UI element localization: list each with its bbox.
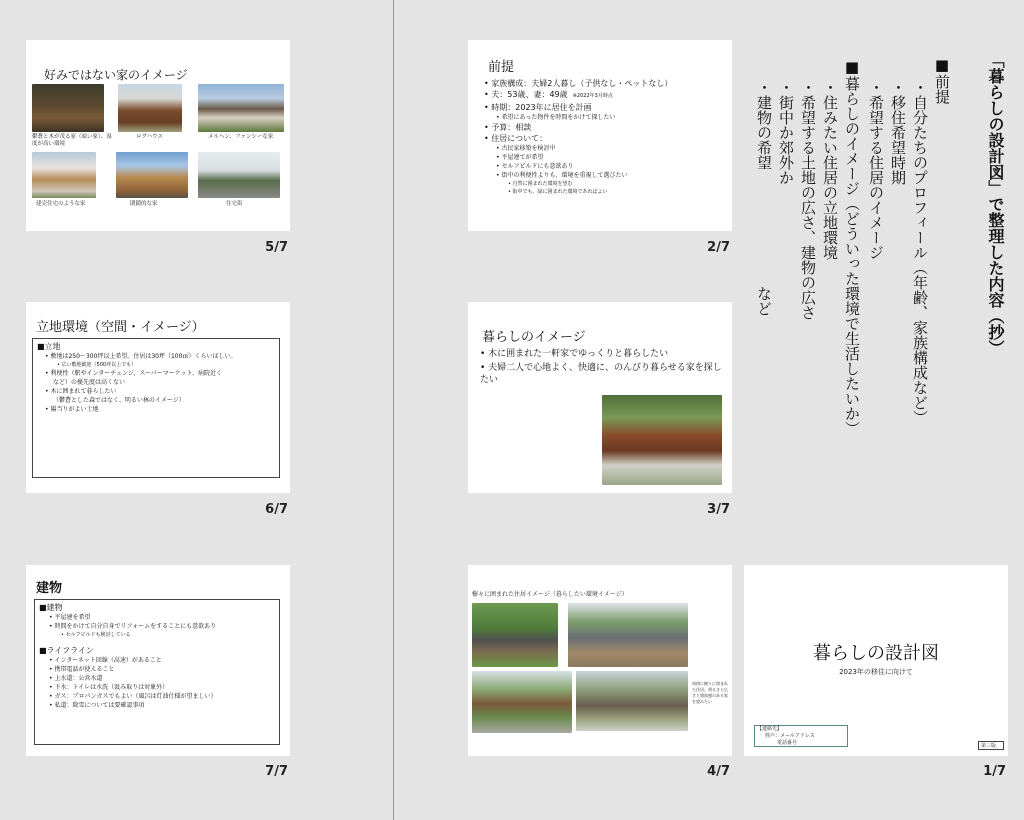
caption: ログハウス <box>136 134 164 140</box>
slide-4[interactable] <box>468 565 732 756</box>
vertical-item: ・希望する住居のイメージ <box>867 80 885 260</box>
page-number: 2/7 <box>707 240 730 255</box>
caption: 建売住宅のような家 <box>36 201 86 207</box>
vertical-item: ・移住希望時期 <box>889 80 907 185</box>
page-number: 1/7 <box>983 764 1006 779</box>
bullet-item: • 陽当りがよい土地 <box>45 406 99 413</box>
contact-box <box>754 725 848 747</box>
photo-house-3 <box>472 671 572 733</box>
bullet-item: • 夫：53歳、妻：49歳 ※2022年3月時点 <box>484 90 613 99</box>
sub-bullet: • 平屋建てが希望 <box>496 154 544 161</box>
photo-ready-built-house <box>32 152 96 198</box>
slide-1[interactable] <box>744 565 1008 756</box>
slide-title: 暮らしの設計図 <box>813 643 939 664</box>
bullet-item: • 夫婦二人で心地よく、快適に、のんびり暮らせる家を探したい <box>480 363 722 385</box>
content-box <box>32 338 280 478</box>
section-heading: ■ライフライン <box>39 646 94 655</box>
photo-closed-house <box>116 152 188 198</box>
slide-title: 樹々に囲まれた住居イメージ（暮らしたい環境イメージ） <box>472 591 628 598</box>
page-number: 6/7 <box>265 502 288 517</box>
center-divider <box>393 0 394 820</box>
sub-sub-bullet: • 自然に囲まれた環境を望む <box>508 181 573 187</box>
slide-title: 暮らしのイメージ <box>482 330 586 345</box>
slide-title: 好みではない家のイメージ <box>44 68 188 82</box>
photo-house-1 <box>472 603 558 667</box>
bullet-item: • 利便性（駅やインターチェンジ、スーパーマーケット、病院近く <box>45 370 222 377</box>
slide-6[interactable] <box>26 302 290 493</box>
vertical-item: ・建物の希望 <box>755 80 773 170</box>
photo-residential-street <box>198 152 280 198</box>
sub-bullet: • 広い敷地歓迎（500坪以上でも） <box>57 362 137 368</box>
slide-subtitle: 2023年の移住に向けて <box>839 668 913 676</box>
bullet-item: • 木に囲まれた一軒家でゆっくりと暮らしたい <box>480 349 669 359</box>
vertical-heading: 「暮らしの設計図」で整理した内容（抄） <box>986 52 1005 356</box>
sub-bullet: • 街中の利便性よりも、環境を重視して選びたい <box>496 172 628 179</box>
bullet-item: • 予算：相談 <box>484 123 532 132</box>
slide-title: 建物 <box>36 581 63 596</box>
sub-bullet: • 古民家移築を検討中 <box>496 145 556 152</box>
caption: 閉鎖的な家 <box>130 201 158 207</box>
bullet-item: • 下水：トイレは水洗（汲み取りは対象外） <box>49 684 169 691</box>
bullet-item: • 家族構成：夫婦2人暮し（子供なし・ペットなし） <box>484 79 673 88</box>
caption: メルヘン、ファンシーな家 <box>208 134 274 140</box>
photo-log-house <box>118 84 182 132</box>
bullet-item: • インターネット回線（高速）があること <box>49 657 162 664</box>
slide-3[interactable] <box>468 302 732 493</box>
vertical-item: ・希望する土地の広さ、建物の広さ <box>799 80 817 320</box>
slide-title: 立地環境（空間・イメージ） <box>36 320 205 335</box>
content-box <box>34 599 280 745</box>
bullet-item: • 住居について： <box>484 134 548 143</box>
bullet-item: • 平屋建を希望 <box>49 614 91 621</box>
photo-fancy-house <box>198 84 284 132</box>
sub-bullet: • セルフビルドも検討している <box>61 632 131 638</box>
vertical-item: ■暮らしのイメージ（どういった環境で生活したいか） <box>843 58 861 436</box>
slide-2[interactable] <box>468 40 732 231</box>
bullet-item: • 携帯電話が使えること <box>49 666 115 673</box>
caption: 鬱蒼と木が茂る家（暗い家）、湿度が高い環境 <box>32 134 112 147</box>
sub-bullet: • 希望にあった物件を時間をかけて探したい <box>496 114 616 121</box>
contact-name: 姓戸：メールアドレス <box>765 733 815 739</box>
page-number: 7/7 <box>265 764 288 779</box>
bullet-continued: （鬱蒼とした森ではなく、明るい林のイメージ） <box>53 397 185 404</box>
page-number: 4/7 <box>707 764 730 779</box>
slide-5[interactable] <box>26 40 290 231</box>
sub-sub-bullet: • 街中でも、緑に囲まれた環境であればよい <box>508 189 608 195</box>
section-heading: ■立地 <box>37 342 61 351</box>
section-heading: ■建物 <box>39 603 63 612</box>
caption: 住宅街 <box>226 201 243 207</box>
vertical-item: など <box>755 286 773 316</box>
vertical-item: ・住みたい住居の立地環境 <box>821 80 839 260</box>
bullet-item: • 私道：除雪については要確認事項 <box>49 702 145 709</box>
page-number: 5/7 <box>265 240 288 255</box>
vertical-item: ・街中か郊外か <box>777 80 795 185</box>
photo-house-in-trees <box>602 395 722 485</box>
page-number: 3/7 <box>707 502 730 517</box>
age-note: ※2022年3月時点 <box>572 93 613 99</box>
photo-dark-forest-house <box>32 84 104 132</box>
vertical-item: ■前提 <box>933 56 951 104</box>
edition-badge <box>978 741 1004 750</box>
edition-label: 第三版 <box>981 743 997 749</box>
sub-bullet: • セルフビルドにも意欲あり <box>496 163 574 170</box>
bullet-item: • 木に囲まれて暮らしたい <box>45 388 117 395</box>
photo-house-2 <box>568 603 688 667</box>
bullet-continued: など）の優先度は高くない <box>53 379 126 386</box>
bullet-item: • ガス：プロパンガスでもよい（風呂は灯油仕様が望ましい） <box>49 693 217 700</box>
photo-house-4 <box>576 671 688 731</box>
vertical-item: ・自分たちのプロフィール（年齢、家族構成など） <box>911 80 929 425</box>
bullet-item: • 時間をかけて自分自身でリフォームをすることにも意欲あり <box>49 623 217 630</box>
bullet-item: • 時期：2023年に居住を計画 <box>484 103 592 112</box>
slide-title: 前提 <box>488 60 515 75</box>
slide-7[interactable] <box>26 565 290 756</box>
contact-phone: 電話番号 <box>777 740 798 746</box>
bullet-item: • 上水道：公営水道 <box>49 675 103 682</box>
bullet-item: • 敷地は250〜300坪以上希望。住居は30坪（100㎡）くらいほしい。 <box>45 353 237 360</box>
side-note: 周囲に樹々に囲まれた住居。明るさと広さと開放感のある家を望みたい <box>692 681 728 704</box>
contact-heading: 【連絡先】 <box>757 726 783 732</box>
